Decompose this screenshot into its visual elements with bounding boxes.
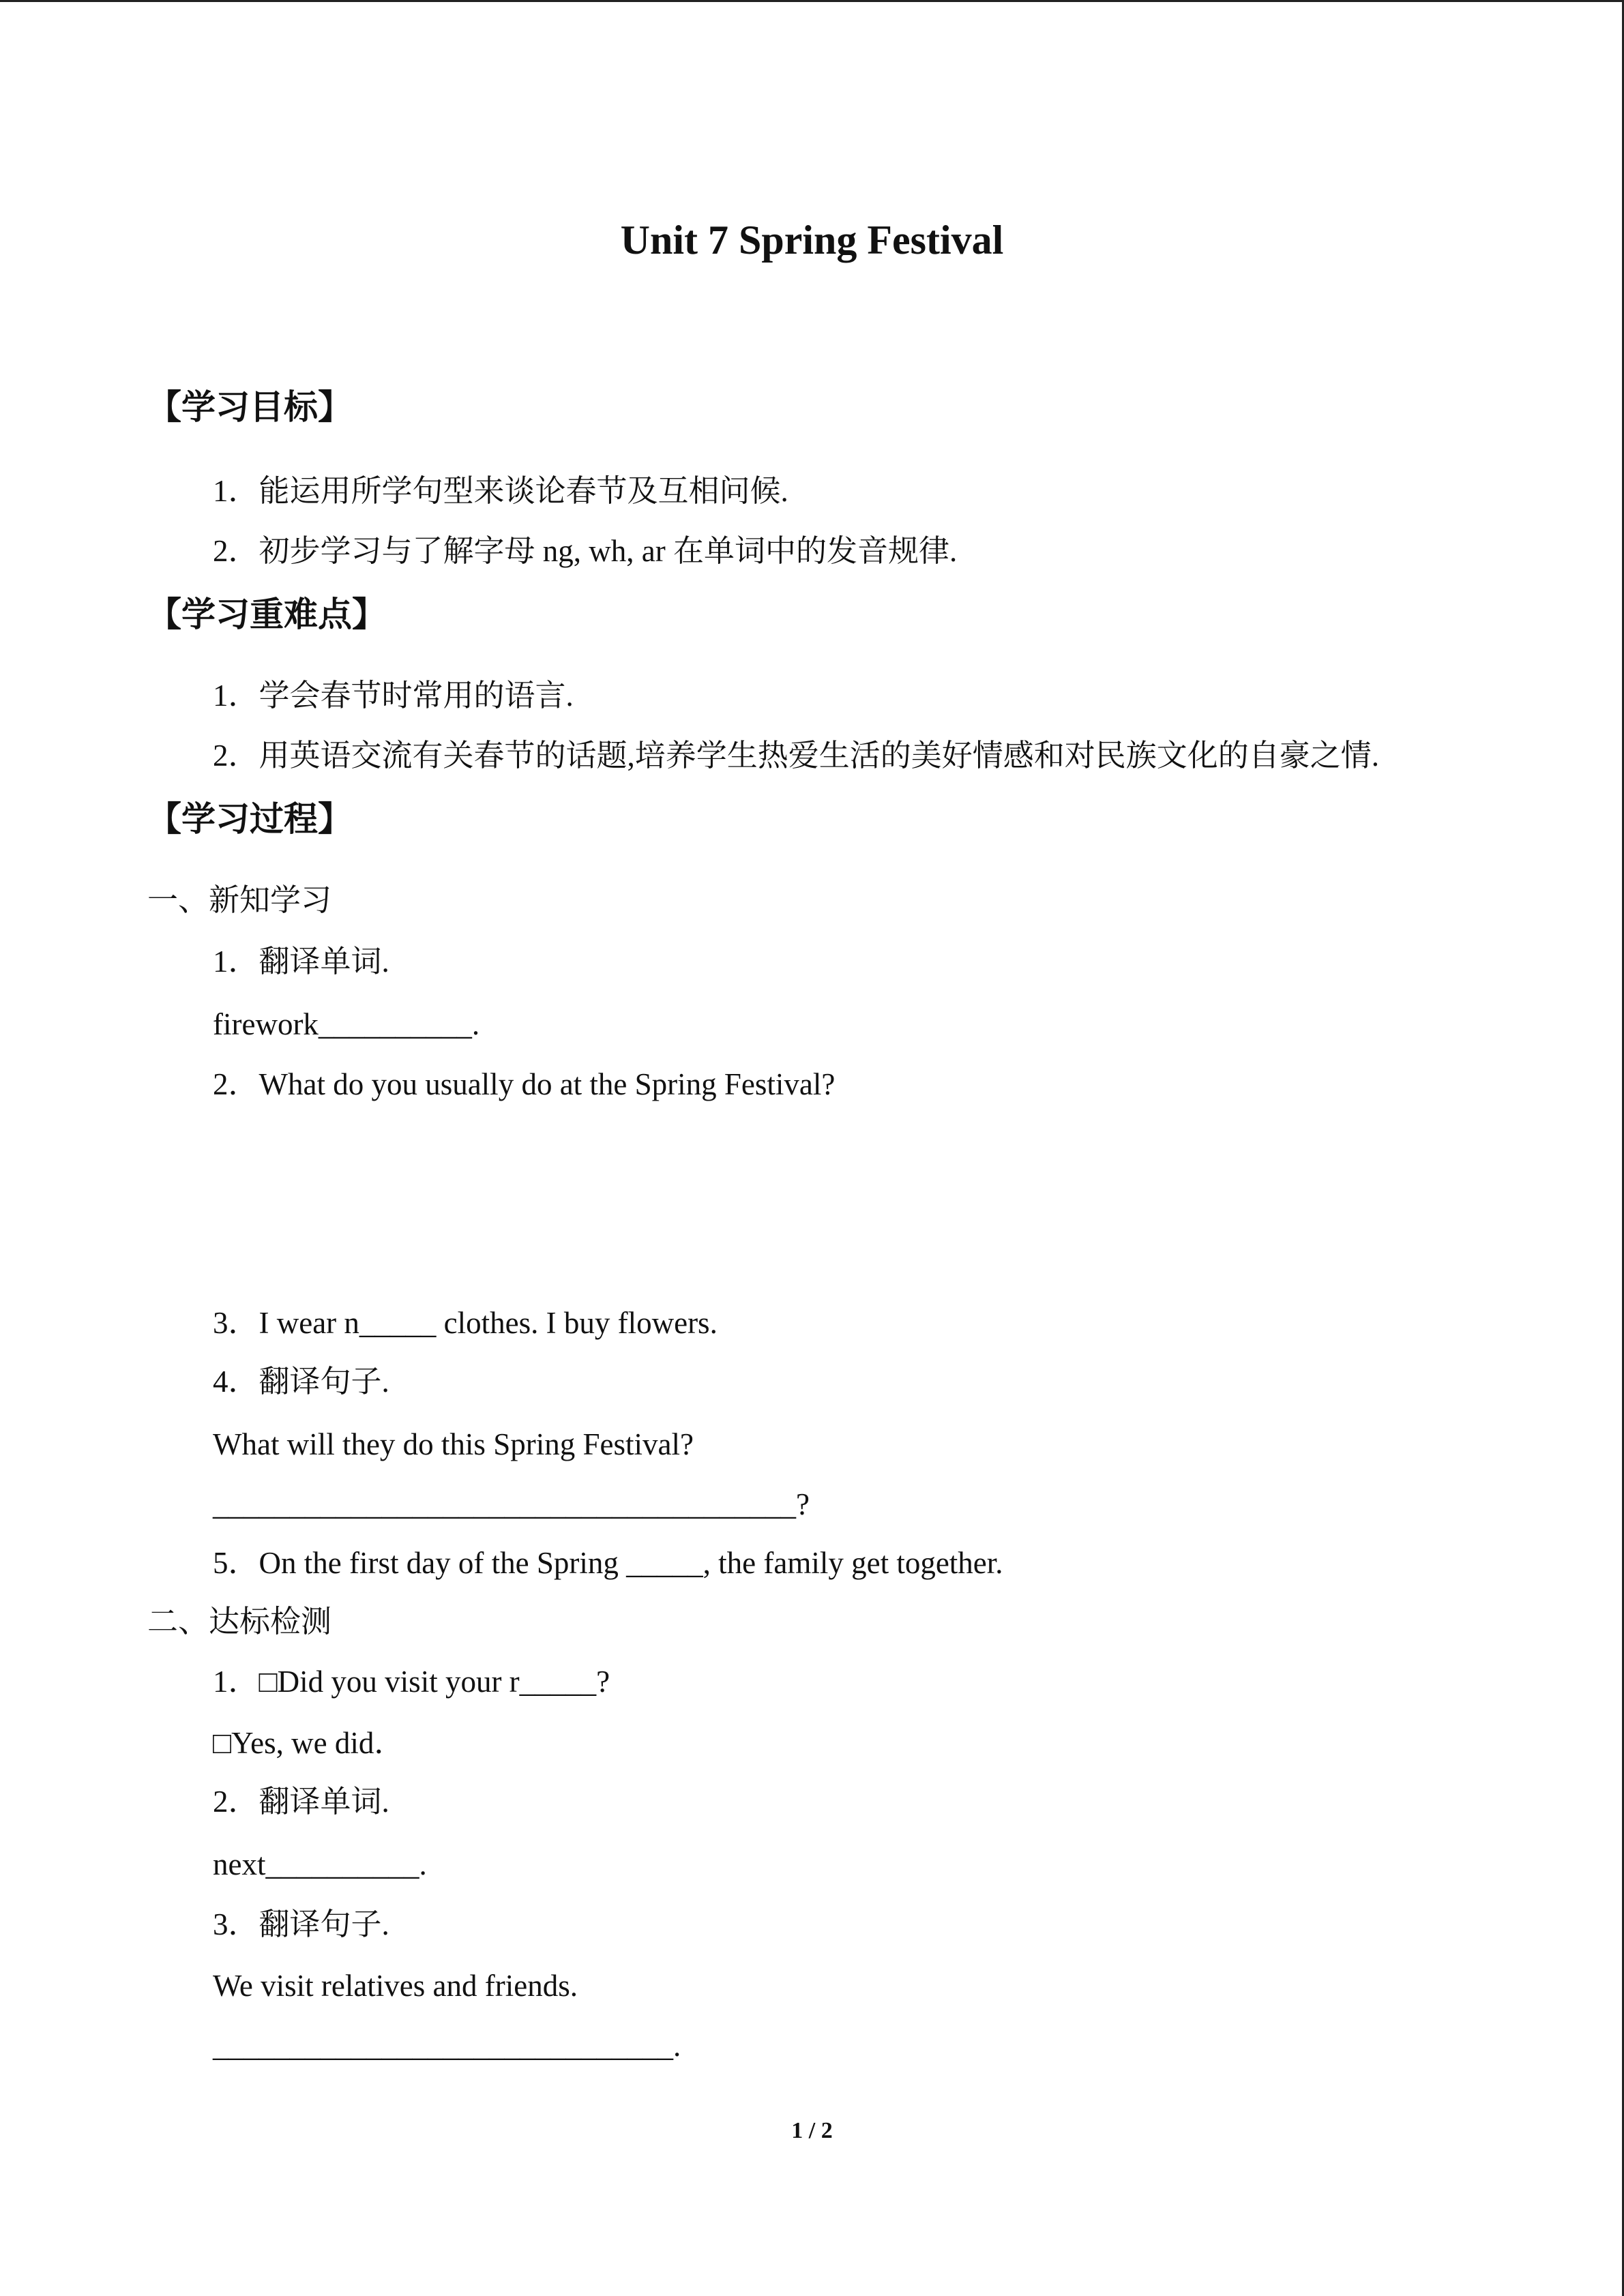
part2-question-2: 2．翻译单词. [213,1785,389,1819]
part2-question-3-sentence: We visit relatives and friends. [213,1969,578,2003]
part1-question-3: 3．I wear n_____ clothes. I buy flowers. [213,1306,718,1340]
part1-question-4: 4．翻译句子. [213,1365,389,1399]
key-points-heading: 【学习重难点】 [147,595,386,634]
part1-question-1-blank: firework__________. [213,1007,480,1041]
key-point-item-2: 2．用英语交流有关春节的话题,培养学生热爱生活的美好情感和对民族文化的自豪之情. [213,739,1380,773]
key-point-item-1: 1．学会春节时常用的语言. [213,679,574,713]
part2-question-2-blank: next__________. [213,1847,427,1881]
objectives-heading: 【学习目标】 [147,387,352,427]
process-heading: 【学习过程】 [147,799,352,839]
objective-item-1: 1．能运用所学句型来谈论春节及互相问候. [213,474,788,508]
page-top-border [0,0,1624,2]
part1-question-2: 2．What do you usually do at the Spring Festival? [213,1067,836,1101]
part2-question-3-blank: ______________________________. [213,2029,681,2063]
objective-item-2: 2．初步学习与了解字母 ng, wh, ar 在单词中的发音规律. [213,534,958,568]
part1-question-1: 1．翻译单词. [213,944,389,979]
part2-question-1: 1．□Did you visit your r_____? [213,1665,610,1699]
part2-question-3: 3．翻译句子. [213,1907,389,1941]
part1-question-5: 5．On the first day of the Spring _____, the family get together. [213,1546,1003,1580]
part1-question-4-sentence: What will they do this Spring Festival? [213,1427,694,1461]
part1-question-4-blank: ______________________________________? [213,1487,810,1521]
part1-heading: 一、新知学习 [147,883,332,917]
part2-question-1-answer: □Yes, we did． [213,1726,405,1760]
page-number: 1 / 2 [791,2118,833,2143]
page-title: Unit 7 Spring Festival [620,218,1004,263]
part2-heading: 二、达标检测 [147,1605,332,1639]
